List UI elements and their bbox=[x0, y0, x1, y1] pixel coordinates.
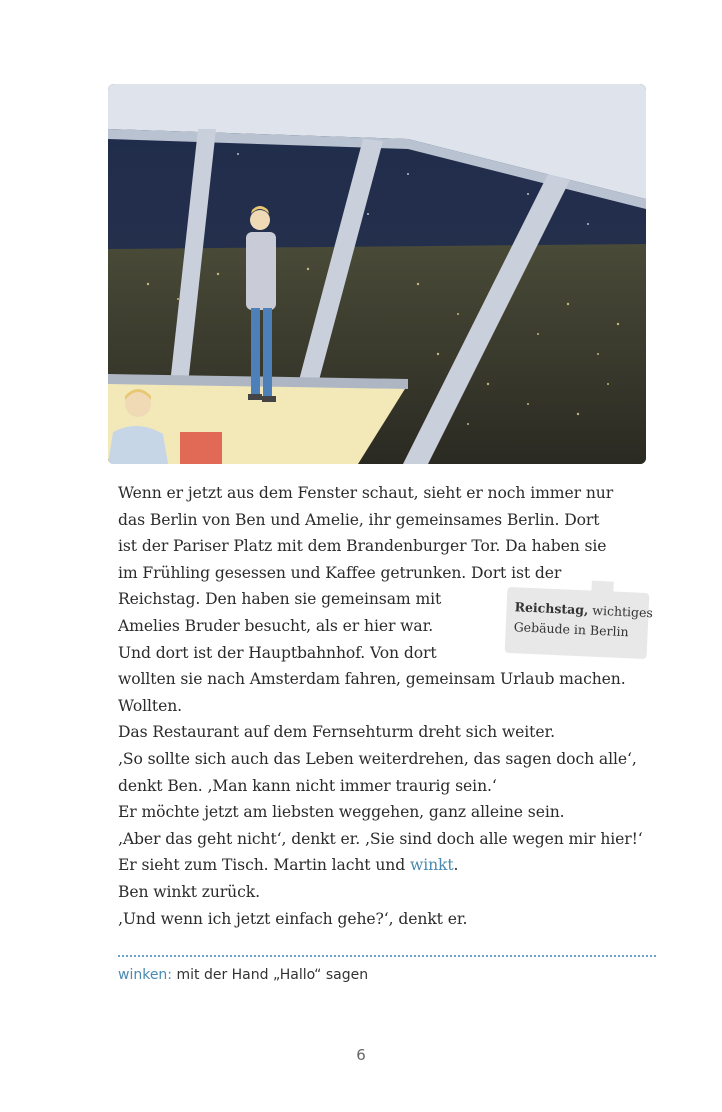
glossary-word-winkt: winkt bbox=[409, 856, 454, 875]
page-number: 6 bbox=[356, 1046, 366, 1064]
story-text bbox=[118, 480, 648, 932]
footnote bbox=[118, 965, 368, 985]
story-line: denkt Ben. ‚Man kann nicht immer traurig sein.‘ bbox=[118, 776, 497, 795]
story-line: im Frühling gesessen und Kaffee getrunken. Dort ist der bbox=[118, 563, 562, 582]
story-line: ist der Pariser Platz mit dem Brandenburger Tor. Da haben sie bbox=[118, 537, 607, 556]
story-line: das Berlin von Ben und Amelie, ihr gemeinsames Berlin. Dort bbox=[118, 510, 600, 529]
story-line: wollten sie nach Amsterdam fahren, gemeinsam Urlaub machen. bbox=[118, 670, 626, 689]
footnote-definition: mit der Hand „Hallo“ sagen bbox=[172, 967, 369, 983]
story-line-text: Er sieht zum Tisch. Martin lacht und bbox=[118, 856, 410, 875]
story-line: ‚Und wenn ich jetzt einfach gehe?‘, denkt er. bbox=[118, 909, 468, 928]
story-line: Amelies Bruder besucht, als er hier war. bbox=[118, 616, 434, 635]
margin-note-reichstag bbox=[505, 587, 654, 659]
story-line: ‚Aber das geht nicht‘, denkt er. ‚Sie sind doch alle wegen mir hier!‘ bbox=[118, 829, 643, 848]
story-line-winkt bbox=[118, 852, 648, 879]
story-line: Das Restaurant auf dem Fernsehturm dreht sich weiter. bbox=[118, 723, 555, 742]
margin-note-text bbox=[513, 597, 653, 643]
margin-note-term: Reichstag, bbox=[514, 599, 589, 618]
story-illustration bbox=[108, 84, 646, 464]
margin-note-desc: wichtiges bbox=[588, 602, 654, 621]
story-line-text: . bbox=[453, 856, 459, 875]
story-line: ‚So sollte sich auch das Leben weiterdrehen, das sagen doch alle‘, bbox=[118, 749, 637, 768]
story-line: Wollten. bbox=[118, 696, 183, 715]
tv-tower-night-view-image bbox=[108, 84, 646, 464]
footnote-divider bbox=[118, 955, 656, 957]
footnote-term: winken: bbox=[118, 967, 173, 983]
story-line: Wenn er jetzt aus dem Fenster schaut, sieht er noch immer nur bbox=[118, 484, 614, 502]
story-line: Ben winkt zurück. bbox=[118, 882, 260, 901]
story-line: Er möchte jetzt am liebsten weggehen, ganz alleine sein. bbox=[118, 803, 565, 822]
story-line: Und dort ist der Hauptbahnhof. Von dort bbox=[118, 643, 437, 662]
story-line: Reichstag. Den haben sie gemeinsam mit bbox=[118, 590, 442, 609]
margin-note-line: Gebäude in Berlin bbox=[513, 619, 629, 640]
